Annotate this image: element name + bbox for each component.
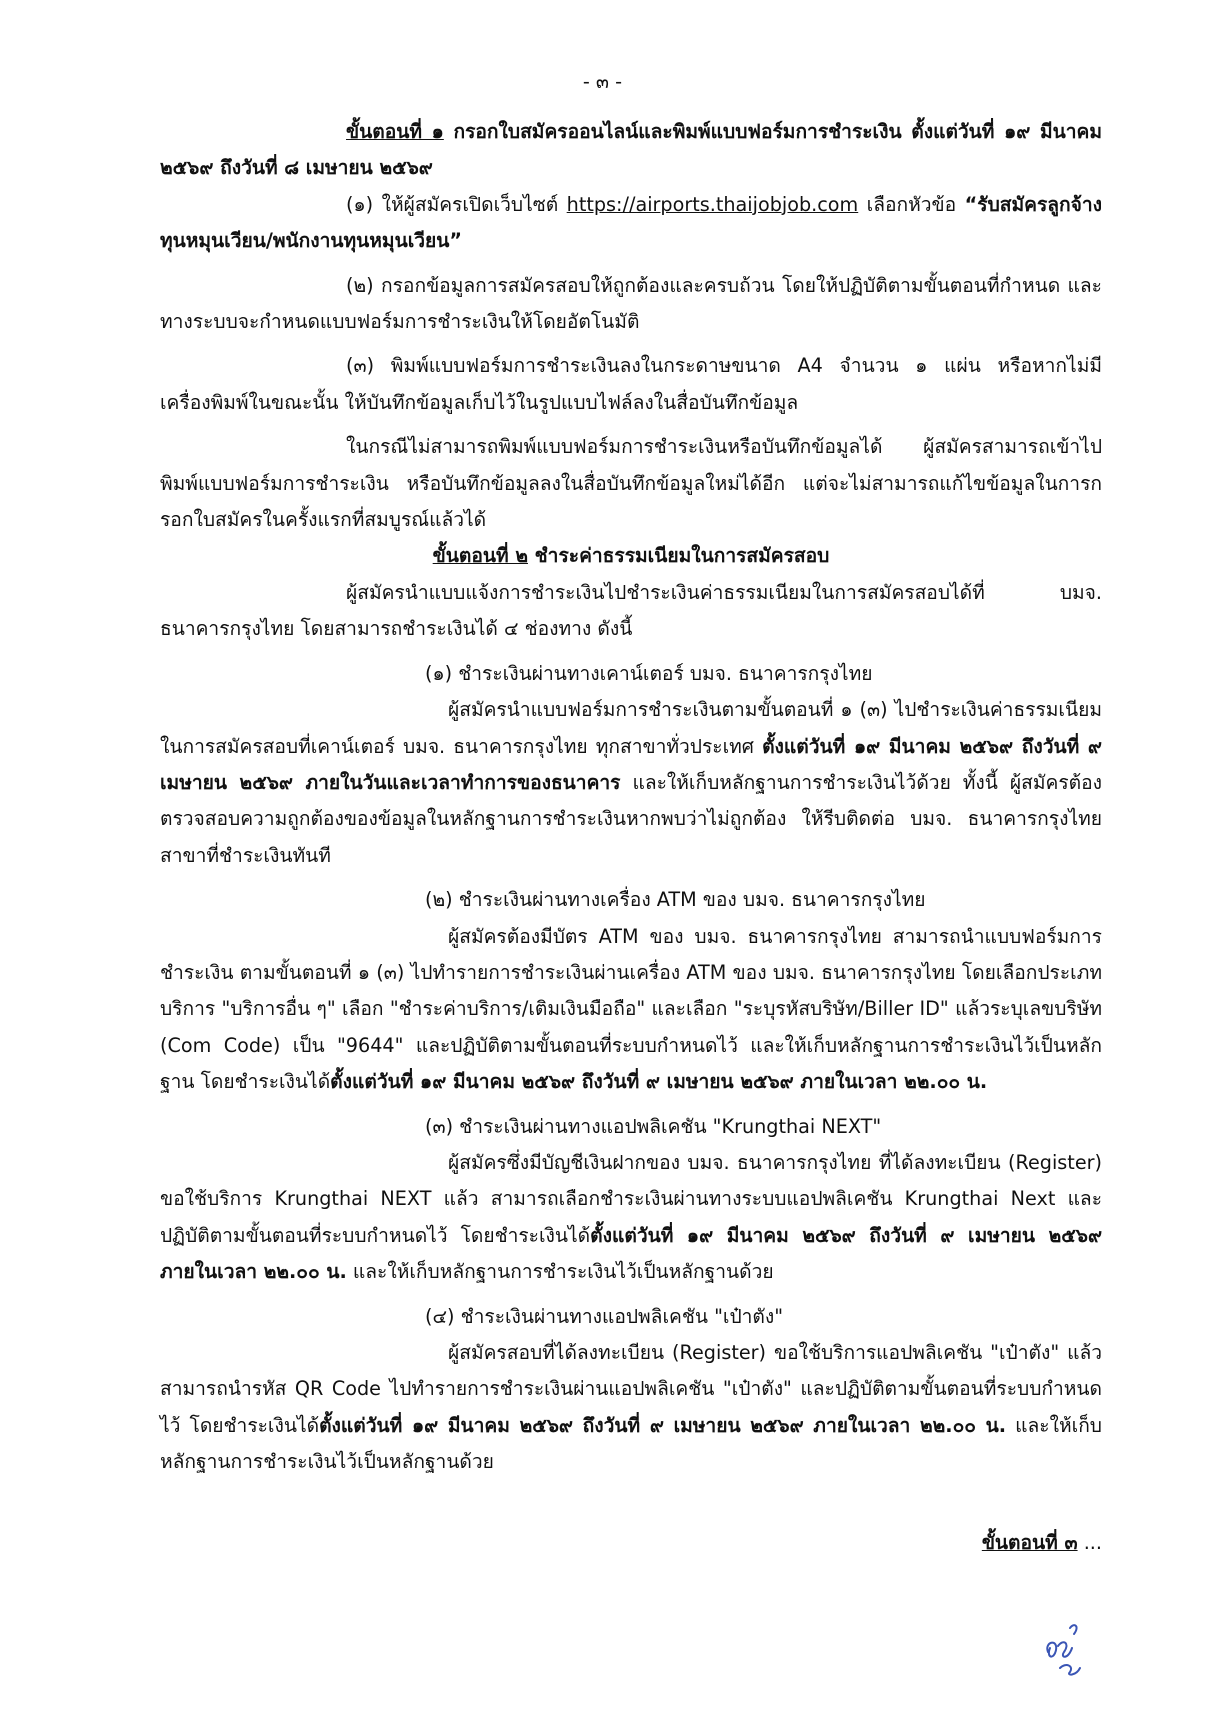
- step2-intro: ผู้สมัครนำแบบแจ้งการชำระเงินไปชำระเงินค่าธรรมเนียมในการสมัครสอบได้ที่ บมจ. ธนาคารกรุงไทย โดยสามารถชำระเงินได้ ๔ ช่องทาง ดังนี้: [160, 580, 1102, 641]
- channel3-text-a: ผู้สมัครซึ่งมีบัญชีเงินฝากของ บมจ. ธนาคารกรุงไทย ที่ได้ลงทะเบียน (Register) ขอใช้บริการ Krungthai NEXT แล้ว สามารถเลือกชำระเงินผ่านทางระบบแอปพลิเคชัน Krungthai Next และปฏิบัติตามขั้นตอนที่ระบบกำหนดไว้ โดยชำระเงินได้: [160, 1150, 1102, 1247]
- channel3-text-b: และให้เก็บหลักฐานการชำระเงินไว้เป็นหลักฐานด้วย: [346, 1260, 774, 1284]
- channel4-text-b: และให้เก็บหลักฐานการชำระเงินไว้เป็นหลักฐานด้วย: [160, 1413, 1102, 1474]
- next-step-ellipsis: ...: [1077, 1530, 1102, 1554]
- channel3-text: [160, 1145, 1102, 1291]
- channel4-text: [160, 1335, 1102, 1481]
- step1-item3: (๓) พิมพ์แบบฟอร์มการชำระเงินลงในกระดาษขนาด A4 จำนวน ๑ แผ่น หรือหากไม่มีเครื่องพิมพ์ในขณะนั้น ให้บันทึกข้อมูลเก็บไว้ในรูปแบบไฟล์ลงในสื่อบันทึกข้อมูล: [160, 354, 1102, 414]
- channel2-text-bold: ตั้งแต่วันที่ ๑๙ มีนาคม ๒๕๖๙ ถึงวันที่ ๙ เมษายน ๒๕๖๙ ภายในเวลา ๒๒.๐๐ น.: [330, 1070, 988, 1094]
- step1-item1-topic: “รับสมัครลูกจ้างทุนหมุนเวียน/พนักงานทุนหมุนเวียน”: [160, 192, 1103, 253]
- channel1-text-b: และให้เก็บหลักฐานการชำระเงินไว้ด้วย ทั้งนี้ ผู้สมัครต้องตรวจสอบความถูกต้องของข้อมูลในหลักฐานการชำระเงินหากพบว่าไม่ถูกต้อง ให้รีบติดต่อ บมจ. ธนาคารกรุงไทย สาขาที่ชำระเงินทันที: [160, 770, 1102, 867]
- channel1-text-a: ผู้สมัครนำแบบฟอร์มการชำระเงินตามขั้นตอนที่ ๑ (๓) ไปชำระเงินค่าธรรมเนียมในการสมัครสอบที่เคาน์เตอร์ บมจ. ธนาคารกรุงไทย ทุกสาขาทั่วประเทศ: [160, 698, 1102, 758]
- channel1-title: (๑) ชำระเงินผ่านทางเคาน์เตอร์ บมจ. ธนาคารกรุงไทย: [425, 661, 873, 685]
- step1-item1-mid: เลือกหัวข้อ: [858, 192, 965, 216]
- channel4-text-bold: ตั้งแต่วันที่ ๑๙ มีนาคม ๒๕๖๙ ถึงวันที่ ๙ เมษายน ๒๕๖๙ ภายในเวลา ๒๒.๐๐ น.: [319, 1413, 1007, 1437]
- channel3-title: (๓) ชำระเงินผ่านทางแอปพลิเคชัน "Krungthai NEXT": [425, 1114, 882, 1138]
- step1-text: กรอกใบสมัครออนไลน์และพิมพ์แบบฟอร์มการชำระเงิน ตั้งแต่วันที่ ๑๙ มีนาคม ๒๕๖๙ ถึงวันที่ ๘ เมษายน ๒๕๖๙: [160, 120, 1103, 180]
- channel1-text-bold: ตั้งแต่วันที่ ๑๙ มีนาคม ๒๕๖๙ ถึงวันที่ ๙ เมษายน ๒๕๖๙ ภายในวันและเวลาทำการของธนาคาร: [160, 734, 1102, 794]
- page-number: - ๓ -: [582, 70, 623, 93]
- channel2-text-a: ผู้สมัครต้องมีบัตร ATM ของ บมจ. ธนาคารกรุงไทย สามารถนำแบบฟอร์มการชำระเงิน ตามขั้นตอนที่ ๑ (๓) ไปทำรายการชำระเงินผ่านเครื่อง ATM ของ บมจ. ธนาคารกรุงไทย โดยเลือกประเภทบริการ "บริการอื่น ๆ" เลือก "ชำระค่าบริการ/เติมเงินมือถือ" และเลือก "ระบุรหัสบริษัท/Biller ID" แล้วระบุเลขบริษัท (Com Code) เป็น "9644" และปฏิบัติตามขั้นตอนที่ระบบกำหนดไว้ และให้เก็บหลักฐานการชำระเงินไว้เป็นหลักฐาน โดยชำระเงินได้: [160, 924, 1102, 1094]
- website-link[interactable]: https://airports.thaijobjob.com: [566, 192, 859, 216]
- document-page: [160, 62, 1102, 1561]
- next-step-label: ขั้นตอนที่ ๓: [981, 1530, 1078, 1554]
- step1-item1-pre: (๑) ให้ผู้สมัครเปิดเว็บไซต์: [346, 192, 567, 216]
- channel2-text: [160, 919, 1102, 1101]
- step1-heading: ขั้นตอนที่ ๑: [346, 120, 444, 143]
- next-step-footer: [160, 1525, 1102, 1561]
- step2-heading-rest: ชำระค่าธรรมเนียมในการสมัครสอบ: [527, 544, 830, 568]
- channel2-title: (๒) ชำระเงินผ่านทางเครื่อง ATM ของ บมจ. ธนาคารกรุงไทย: [425, 888, 926, 912]
- signature-initials-icon: [1040, 1618, 1090, 1678]
- step1-item1: [160, 187, 1102, 260]
- step1-note: ในกรณีไม่สามารถพิมพ์แบบฟอร์มการชำระเงินหรือบันทึกข้อมูลได้ ผู้สมัครสามารถเข้าไปพิมพ์แบบฟอร์มการชำระเงิน หรือบันทึกข้อมูลลงในสื่อบันทึกข้อมูลใหม่ได้อีก แต่จะไม่สามารถแก้ไขข้อมูลในการกรอกใบสมัครในครั้งแรกที่สมบูรณ์แล้วได้: [160, 435, 1102, 532]
- step1-item2: (๒) กรอกข้อมูลการสมัครสอบให้ถูกต้องและครบถ้วน โดยให้ปฏิบัติตามขั้นตอนที่กำหนด และทางระบบจะกำหนดแบบฟอร์มการชำระเงินให้โดยอัตโนมัติ: [160, 273, 1102, 334]
- channel4-text-a: ผู้สมัครสอบที่ได้ลงทะเบียน (Register) ขอใช้บริการแอปพลิเคชัน "เป๋าตัง" แล้วสามารถนำรหัส QR Code ไปทำรายการชำระเงินผ่านแอปพลิเคชัน "เป๋าตัง" และปฏิบัติตามขั้นตอนที่ระบบกำหนดไว้ โดยชำระเงินได้: [160, 1341, 1102, 1437]
- step1-paragraph: [160, 114, 1102, 187]
- step2-heading: ขั้นตอนที่ ๒: [432, 544, 528, 568]
- step2-heading-line: [160, 538, 1102, 574]
- channel3-text-bold: ตั้งแต่วันที่ ๑๙ มีนาคม ๒๕๖๙ ถึงวันที่ ๙ เมษายน ๒๕๖๙ ภายในเวลา ๒๒.๐๐ น.: [160, 1223, 1103, 1284]
- channel1-text: [160, 692, 1102, 874]
- channel4-title: (๔) ชำระเงินผ่านทางแอปพลิเคชัน "เป๋าตัง": [425, 1304, 784, 1328]
